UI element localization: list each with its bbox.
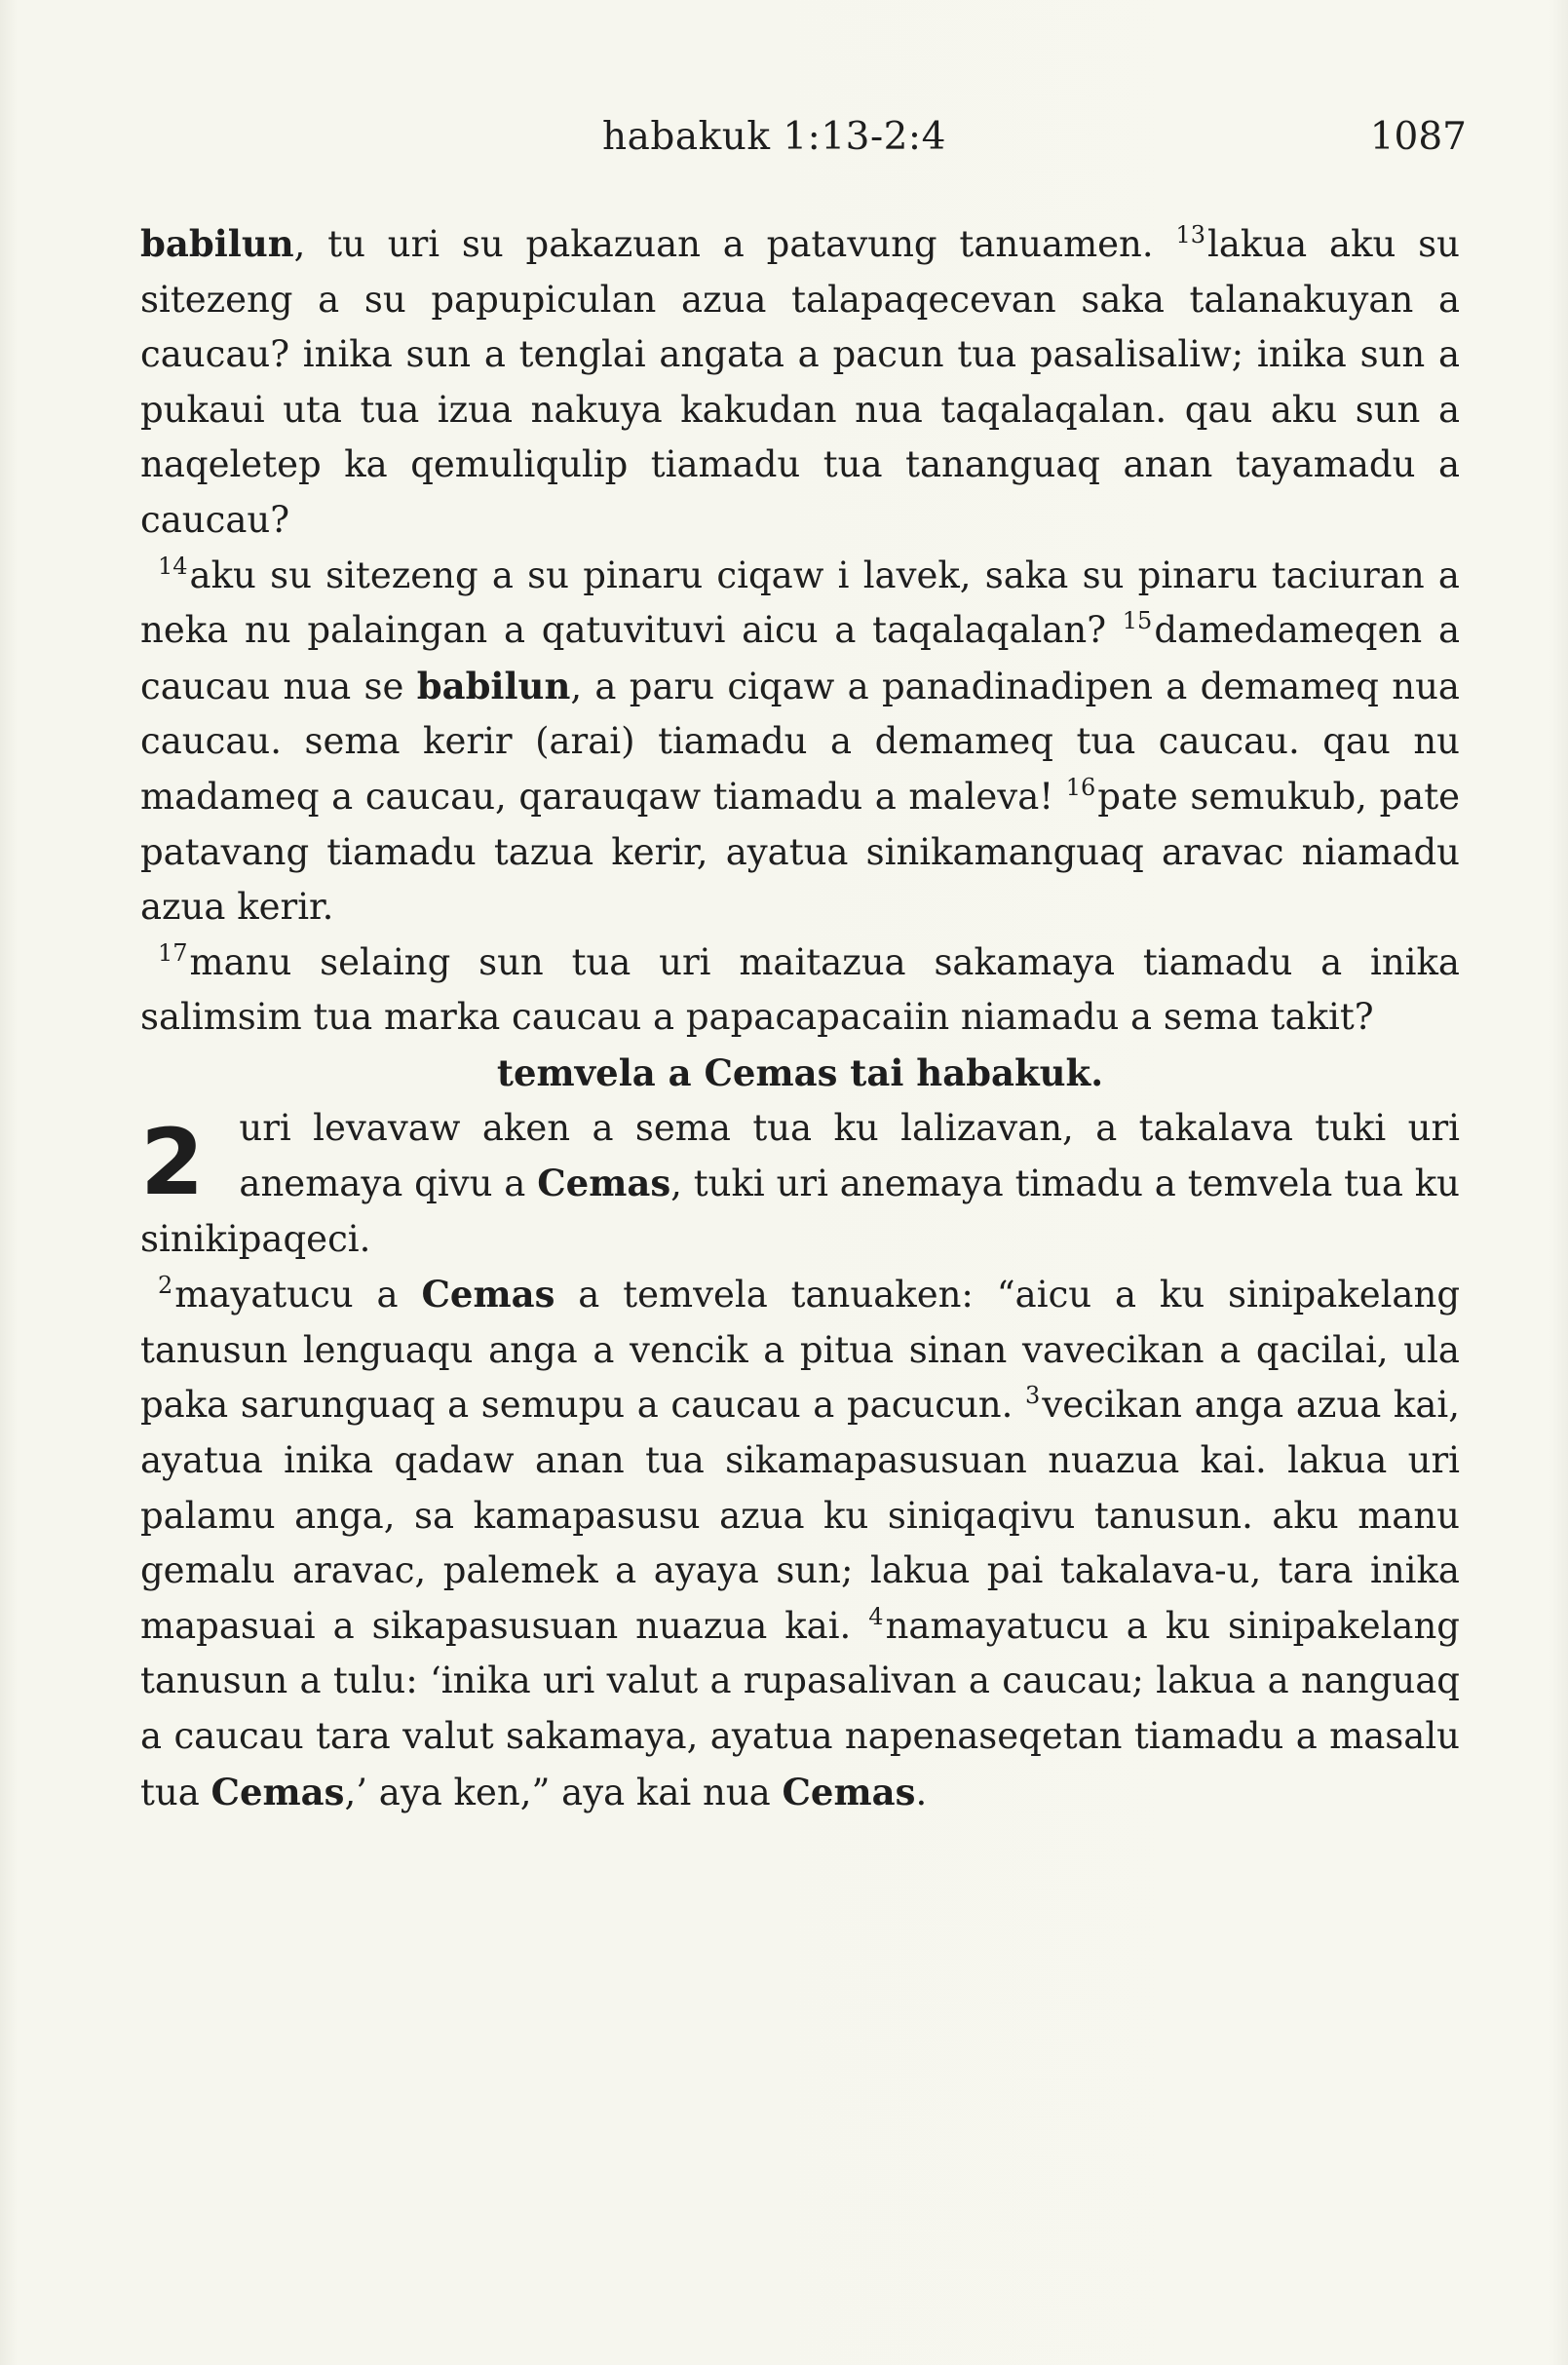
verse-number: 14: [158, 552, 188, 580]
verse-text: vecikan anga azua kai, ayatua inika qadaw anan tua sikamapasusuan nuazua kai. lakua uri palamu anga, sa kamapasusu azua ku siniqaqivu tanusun. aku manu gemalu aravac, palemek a ayaya sun; lakua pai takalava-u, tara inika mapasuai a sikapasusuan nuazua kai.: [140, 1384, 1460, 1647]
bold-word: babilun: [416, 664, 571, 707]
running-title: habakuk 1:13-2:4: [602, 115, 946, 159]
section-heading: temvela a Cemas tai habakuk.: [496, 1050, 1104, 1094]
bold-word: Cemas: [537, 1162, 671, 1205]
page-body: [140, 216, 1460, 1820]
paragraph-verse-17: [140, 935, 1460, 1046]
bold-word: Cemas: [210, 1770, 345, 1813]
verse-text: .: [915, 1771, 928, 1813]
verse-text: namayatucu a ku sinipakelang tanusun a tulu: ‘inika uri valut a rupasalivan a caucau; lakua a nanguaq a caucau tara valut sakamaya, ayatua napenaseqetan tiamadu a masalu tua: [140, 1604, 1460, 1813]
verse-text: pate semukub, pate patavang tiamadu tazua kerir, ayatua sinikamanguaq aravac niamadu azua kerir.: [140, 775, 1460, 929]
verse-text: lakua aku su sitezeng a su papupiculan azua talapaqecevan saka talanakuyan a caucau? inika sun a tenglai angata a pacun tua pasalisaliw; inika sun a pukaui uta tua izua nakuya kakudan nua taqalaqalan. qau aku sun a naqeletep ka qemuliqulip tiamadu tua tananguaq anan tayamadu a caucau?: [140, 223, 1460, 541]
bold-word: babilun: [140, 222, 294, 265]
verse-number: 16: [1065, 773, 1096, 801]
verse-text: mayatucu a: [174, 1274, 422, 1316]
text-run: , tu uri su pakazuan a patavung tanuamen.: [293, 223, 1176, 265]
verse-text: , a paru ciqaw a panadinadipen a demameq nua caucau. sema kerir (arai) tiamadu a demameq tua caucau. qau nu madameq a caucau, qarauqaw tiamadu a maleva!: [140, 665, 1460, 818]
verse-text: manu selaing sun tua uri maitazua sakamaya tiamadu a inika salimsim tua marka caucau a papacapacaiin niamadu a sema takit?: [140, 940, 1460, 1039]
verse-text: aku su sitezeng a su pinaru ciqaw i lavek, saka su pinaru taciuran a neka nu palaingan a qatuvituvi aicu a taqalaqalan?: [140, 553, 1460, 652]
paragraph-verse-14: [140, 549, 1460, 935]
verse-number: 3: [1025, 1382, 1041, 1410]
page-header: [0, 115, 1568, 173]
verse-number: 4: [868, 1602, 884, 1630]
verse-text: a temvela tanuaken: “aicu a ku sinipakelang tanusun lenguaqu anga a vencik a pitua sinan vavecikan a qacilai, ula paka sarunguaq a semupu a caucau a pacucun.: [140, 1274, 1461, 1427]
paragraph-verse-2: [140, 1267, 1460, 1820]
paragraph-chapter-2-verse-1: [140, 1101, 1460, 1268]
paragraph-verse-13: [140, 216, 1460, 549]
verse-number: 15: [1122, 607, 1153, 635]
verse-text: uri levavaw aken a sema tua ku lalizavan, a takalava tuki uri anemaya qivu a: [239, 1106, 1460, 1205]
verse-text: damedameqen a caucau nua se: [140, 609, 1460, 707]
verse-text: ,’ aya ken,” aya kai nua: [344, 1771, 783, 1813]
bold-word: Cemas: [421, 1273, 555, 1316]
page-number: 1087: [1369, 115, 1467, 159]
bold-word: Cemas: [782, 1770, 916, 1813]
verse-text: , tuki uri anemaya timadu a temvela tua ku sinikipaqeci.: [140, 1163, 1460, 1260]
verse-number: 2: [158, 1272, 173, 1300]
verse-number: 13: [1175, 221, 1206, 248]
chapter-number: 2: [140, 1109, 205, 1216]
verse-number: 17: [158, 938, 188, 967]
